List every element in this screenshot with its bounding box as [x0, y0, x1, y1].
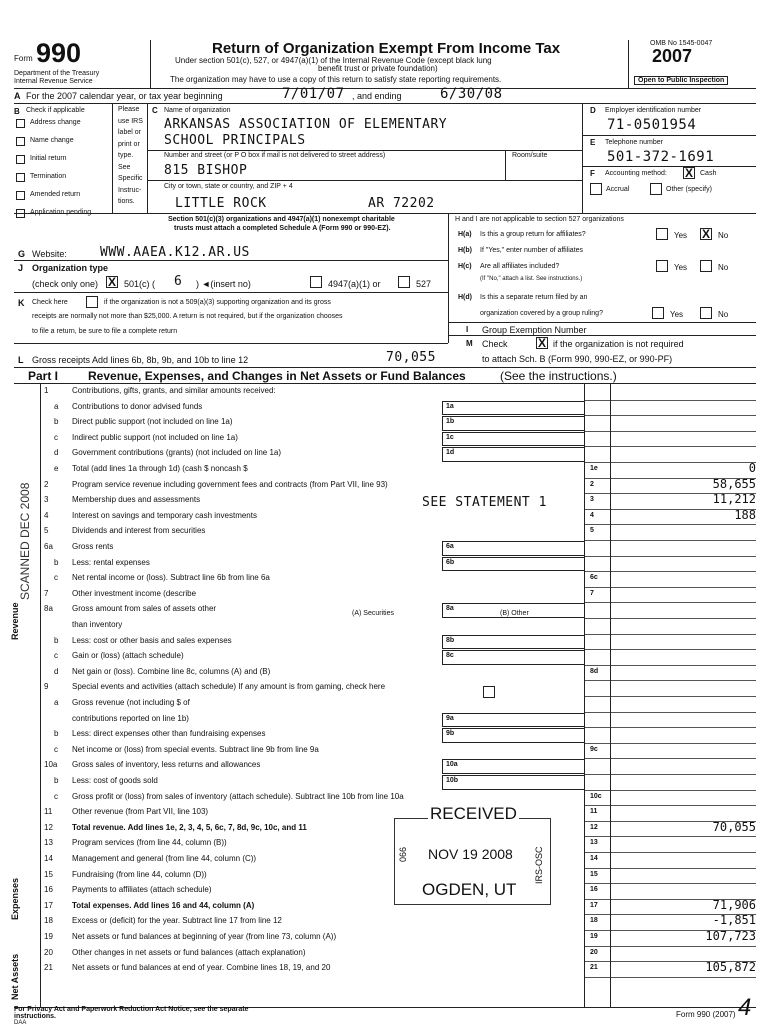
line-number: b	[54, 776, 59, 785]
line-number: 7	[44, 588, 49, 598]
box-d-letter: D	[590, 106, 596, 115]
inner-amount-field[interactable]	[442, 416, 584, 431]
line-text: Gross amount from sales of assets other	[72, 604, 217, 614]
line-text: Total revenue. Add lines 1e, 2, 3, 4, 5, 6c, 7, 8d, 9c, 10c, and 11	[72, 822, 307, 832]
line-number: 1	[44, 386, 49, 395]
inner-amount-field[interactable]	[442, 650, 584, 665]
line-amount: 58,655	[712, 476, 756, 491]
line-text: Excess or (deficit) for the year. Subtract line 17 from line 12	[72, 916, 282, 926]
line-text: Net gain or (loss). Combine line 8c, columns (A) and (B)	[72, 666, 271, 676]
inner-amount-field[interactable]	[442, 401, 584, 416]
line-number: e	[54, 464, 59, 473]
hd-label: H(d)	[458, 294, 472, 301]
line-box-label: 1d	[446, 449, 455, 457]
form-footer: Form 990 (2007)	[676, 1010, 736, 1019]
inner-amount-field[interactable]	[442, 635, 584, 650]
hd-no-label: No	[718, 310, 729, 319]
cash-label: Cash	[700, 170, 717, 177]
irs-label-text: label or	[118, 129, 141, 136]
irs-label-text: tions.	[118, 198, 135, 205]
line-text: Less: cost or other basis and sales expenses	[72, 635, 232, 645]
line-text: Less: cost of goods sold	[72, 776, 158, 785]
4947-checkbox[interactable]	[310, 276, 322, 288]
line-number: c	[54, 432, 58, 442]
line-text: Net assets or fund balances at end of year. Combine lines 18, 19, and 20	[72, 963, 331, 973]
line-box-label: 2	[590, 480, 594, 488]
line-number: d	[54, 666, 59, 676]
line-number: 17	[44, 900, 53, 910]
inner-amount-field[interactable]	[442, 728, 584, 743]
hb-label: H(b)	[458, 247, 472, 254]
line-box-label: 13	[590, 839, 598, 847]
line-text: Gross profit or (loss) from sales of inventory (attach schedule). Subtract line 10b from line 10a	[72, 791, 404, 801]
tax-year-begin: 7/01/07	[282, 86, 345, 102]
4947-label: 4947(a)(1) or	[328, 279, 381, 289]
line-text: Less: direct expenses other than fundraising expenses	[72, 729, 266, 739]
line-box-label: 10b	[446, 777, 459, 784]
line-number: c	[54, 651, 58, 661]
line-text: Contributions, gifts, grants, and similar amounts received:	[72, 386, 276, 395]
stamp-right-code: IRS-OSC	[534, 846, 544, 884]
line-number: a	[54, 401, 59, 411]
line-box-label: 6c	[590, 574, 598, 582]
line-amount: 105,872	[705, 960, 756, 975]
irs-label-text: See	[118, 163, 131, 171]
hd-yes-label: Yes	[670, 310, 684, 319]
527-label: 527	[416, 279, 432, 289]
k-text-3: to file a return, be sure to file a complete return	[32, 328, 178, 335]
gross-receipts-label: Gross receipts Add lines 6b, 8b, 9b, and 10b to line 12	[32, 355, 249, 365]
line-box-label: 10a	[446, 761, 458, 769]
m-check-text: Check	[482, 339, 508, 349]
line-a-mid: , and ending	[352, 91, 402, 101]
k-check-here: Check here	[32, 299, 68, 306]
box-b-letter: B	[14, 107, 20, 116]
line-number: 11	[44, 807, 53, 817]
line-number: 21	[44, 963, 53, 973]
org-name-1: ARKANSAS ASSOCIATION OF ELEMENTARY	[164, 117, 448, 132]
line-text: Total (add lines 1a through 1d) (cash $ noncash $	[72, 464, 248, 473]
box-b-checkbox[interactable]	[16, 173, 25, 182]
side-label-expenses: Expenses	[10, 877, 20, 920]
room-label: Room/suite	[512, 152, 548, 159]
stamp-place: OGDEN, UT	[422, 880, 517, 899]
inner-amount-field[interactable]	[442, 447, 584, 462]
line-number: b	[54, 729, 59, 739]
line-text: Contributions to donor advised funds	[72, 401, 203, 411]
other-method-label: Other (specify)	[666, 186, 712, 193]
phone-value: 501-372-1691	[607, 149, 715, 165]
line-amount: 0	[748, 461, 756, 475]
inner-amount-field[interactable]	[442, 432, 584, 447]
website-value: WWW.AAEA.K12.AR.US	[100, 245, 250, 260]
scanned-stamp: SCANNED DEC 2008	[18, 482, 32, 600]
k-label: K	[18, 298, 25, 308]
line-number: a	[54, 698, 59, 707]
phone-label: Telephone number	[605, 139, 663, 146]
section-note-1: Section 501(c)(3) organizations and 4947(a)(1) nonexempt charitable	[168, 216, 395, 223]
form-number: 990	[36, 38, 82, 68]
line-box-label: 10c	[590, 792, 602, 800]
line-box-label: 20	[590, 948, 598, 956]
city: LITTLE ROCK	[175, 196, 267, 211]
line-text: Government contributions (grants) (not included on line 1a)	[72, 448, 281, 458]
line-number: b	[54, 635, 59, 645]
box-b-item-label: Amended return	[30, 191, 81, 198]
k-text-2: receipts are normally not more than $25,000. A return is not required, but if the organization chooses	[32, 313, 343, 320]
accounting-label: Accounting method:	[605, 170, 667, 177]
omb-number: OMB No 1545-0047	[650, 40, 713, 47]
line-number: 19	[44, 932, 53, 941]
line-number: 4	[44, 510, 49, 520]
line-text: Less: rental expenses	[72, 557, 150, 567]
line-a-text: For the 2007 calendar year, or tax year beginning	[26, 91, 223, 101]
line-box-label: 6b	[446, 558, 455, 566]
line-amount: 107,723	[705, 929, 756, 943]
line-text: Net assets or fund balances at beginning of year (from line 73, column (A))	[72, 932, 337, 941]
l-label: L	[18, 355, 24, 365]
form-subtitle-1: Under section 501(c), 527, or 4947(a)(1) of the Internal Revenue Code (except black lung	[175, 56, 492, 65]
line-number: 16	[44, 885, 53, 895]
line-box-label: 16	[590, 886, 598, 894]
line-number: 20	[44, 947, 53, 957]
tax-year: 2007	[652, 46, 693, 66]
form-word: Form	[14, 54, 33, 63]
line-text: contributions reported on line 1b)	[72, 713, 189, 723]
m-text-2: if the organization is not required	[553, 339, 684, 349]
line-number: c	[54, 573, 58, 583]
side-label-net-assets: Net Assets	[10, 953, 20, 1000]
501c-label: 501(c) (	[124, 279, 156, 289]
line-text: than inventory	[72, 620, 123, 629]
line-box-label: 1c	[446, 433, 454, 441]
line-number: 18	[44, 916, 53, 926]
part1-title: Revenue, Expenses, and Changes in Net Assets or Fund Balances	[88, 369, 466, 383]
line-text: Interest on savings and temporary cash investments	[72, 510, 257, 520]
j-label: J	[18, 263, 24, 273]
line-text: Other changes in net assets or fund balances (attach explanation)	[72, 947, 306, 957]
irs-label: Internal Revenue Service	[14, 78, 93, 85]
irs-label-text: use IRS	[118, 117, 143, 125]
dept-treasury: Department of the Treasury	[14, 70, 100, 77]
org-name-label: Name of organization	[164, 107, 231, 114]
line-box-label: 8a	[446, 605, 454, 613]
other-method-checkbox[interactable]	[650, 183, 662, 195]
hc-yes-label: Yes	[674, 263, 688, 272]
line-number: 2	[44, 479, 49, 489]
line-text: Direct public support (not included on line 1a)	[72, 417, 233, 427]
form-title: Return of Organization Exempt From Income Tax	[212, 40, 561, 57]
line-text: Indirect public support (not included on line 1a)	[72, 432, 238, 442]
box-b-item-label: Termination	[30, 173, 67, 180]
form-subtitle-2: benefit trust or private foundation)	[318, 64, 438, 73]
box-b-item-label: Name change	[30, 137, 74, 144]
line-number: 10a	[44, 760, 58, 770]
k-text-1: if the organization is not a 509(a)(3) supporting organization and its gross	[104, 299, 331, 306]
box-b-label: Check if applicable	[26, 107, 85, 114]
irs-label-text: Please	[118, 106, 140, 113]
line-box-label: 11	[590, 808, 598, 816]
accrual-label: Accrual	[606, 186, 630, 193]
line-amount: 71,906	[712, 897, 756, 912]
line-amount: 188	[734, 507, 756, 522]
ein-label: Employer identification number	[605, 107, 702, 114]
org-name-2: SCHOOL PRINCIPALS	[164, 133, 306, 148]
page-mark: 4	[738, 994, 752, 1021]
org-type-label: Organization type	[32, 263, 109, 273]
ha-label: H(a)	[458, 231, 472, 238]
website-label: Website:	[32, 249, 67, 259]
col-b-other: (B) Other	[500, 610, 529, 617]
line-number: b	[54, 417, 59, 427]
line-text: Other investment income (describe	[72, 588, 197, 598]
m-checkbox[interactable]: X	[537, 336, 546, 350]
form-subtitle-3: The organization may have to use a copy of this return to satisfy state reporting requirements.	[170, 75, 502, 84]
stamp-date: NOV 19 2008	[428, 846, 513, 862]
k-checkbox[interactable]	[86, 296, 98, 308]
daa-label: DAA	[14, 1020, 27, 1026]
hc-note: (If "No," attach a list. See instructions.)	[480, 276, 583, 282]
line-number: 9	[44, 682, 49, 692]
section-note-2: trusts must attach a completed Schedule A (Form 990 or 990-EZ).	[174, 225, 391, 232]
box-b-checkbox[interactable]	[16, 191, 25, 200]
see-statement: SEE STATEMENT 1	[422, 495, 547, 510]
line-box-label: 18	[590, 917, 598, 925]
irs-label-text: Specific	[118, 175, 143, 182]
line-text: Management and general (from line 44, column (C))	[72, 854, 257, 863]
line-text: Net income or (loss) from special events. Subtract line 9b from line 9a	[72, 744, 319, 754]
line-box-label: 9c	[590, 745, 598, 753]
line-text: Gross rents	[72, 542, 114, 551]
line-text: Gain or (loss) (attach schedule)	[72, 651, 184, 661]
line-text: Other revenue (from Part VII, line 103)	[72, 807, 209, 817]
ha-yes-checkbox[interactable]	[656, 228, 668, 240]
hc-yes-checkbox[interactable]	[656, 260, 668, 272]
privacy-instructions: instructions.	[14, 1013, 57, 1020]
city-label: City or town, state or country, and ZIP + 4	[164, 183, 293, 190]
check-only-one: (check only one)	[32, 279, 99, 289]
line-number: d	[54, 448, 59, 458]
line-box-label: 8b	[446, 636, 455, 644]
line-amount: 11,212	[712, 492, 756, 507]
line-text: Program service revenue including government fees and contracts (from Part VII, line 93)	[72, 479, 388, 489]
cash-checkbox[interactable]: X	[684, 166, 693, 180]
stamp-received: RECEIVED	[430, 804, 517, 823]
stamp-left-code: 066	[398, 846, 408, 862]
box-b-checkbox[interactable]	[16, 155, 25, 164]
line-number: 5	[44, 526, 49, 536]
inner-amount-field[interactable]	[442, 541, 584, 556]
line-amount: 70,055	[712, 819, 756, 834]
line-text: Fundraising (from line 44, column (D))	[72, 869, 207, 879]
line-box-label: 4	[590, 511, 594, 519]
part1-instructions: (See the instructions.)	[500, 369, 617, 383]
box-c-letter: C	[152, 106, 158, 115]
tax-year-end: 6/30/08	[440, 86, 503, 102]
line-text: Special events and activities (attach schedule) If any amount is from gaming, check here	[72, 682, 386, 692]
line-text: Program services (from line 44, column (B))	[72, 838, 227, 848]
open-inspection: Open to Public Inspection	[634, 76, 728, 85]
hd-text-1: Is this a separate return filed by an	[480, 294, 588, 301]
hd-no-checkbox[interactable]	[700, 307, 712, 319]
line-box-label: 12	[590, 823, 598, 831]
ein-value: 71-0501954	[607, 117, 697, 133]
inner-amount-field[interactable]	[442, 557, 584, 572]
line-text: Payments to affiliates (attach schedule)	[72, 885, 212, 895]
line-text: Gross revenue (not including $ of	[72, 698, 190, 707]
inner-amount-field[interactable]	[442, 775, 584, 790]
hc-no-checkbox[interactable]	[700, 260, 712, 272]
accrual-checkbox[interactable]	[590, 183, 602, 195]
irs-label-text: print or	[118, 140, 140, 148]
line-number: 13	[44, 838, 53, 848]
line-box-label: 14	[590, 855, 598, 862]
irs-label-text: type.	[118, 152, 134, 159]
line-number: 3	[44, 495, 49, 505]
501c-checkbox[interactable]: X	[107, 275, 116, 289]
line-number: c	[54, 791, 58, 801]
privacy-notice: For Privacy Act and Paperwork Reduction Act Notice, see the separate	[14, 1006, 249, 1013]
line-box-label: 8d	[590, 667, 599, 675]
gross-receipts-value: 70,055	[386, 350, 436, 365]
state-zip: AR 72202	[368, 196, 435, 211]
hb-text: If "Yes," enter number of affiliates	[480, 247, 584, 254]
street-address: 815 BISHOP	[164, 163, 248, 178]
insert-no-label: ) ◄(insert no)	[196, 279, 251, 289]
box-b-checkbox[interactable]	[16, 137, 25, 146]
line-box-label: 9a	[446, 714, 454, 722]
box-b-checkbox[interactable]	[16, 119, 25, 128]
line-box-label: 3	[590, 496, 594, 504]
line-number: 15	[44, 869, 53, 879]
street-label: Number and street (or P O box if mail is not delivered to street address)	[164, 152, 386, 159]
line-number: 12	[44, 822, 53, 832]
line-box-label: 19	[590, 933, 598, 940]
box-b-item-label: Initial return	[30, 155, 67, 162]
line-box-label: 6a	[446, 543, 454, 550]
hd-text-2: organization covered by a group ruling?	[480, 310, 603, 317]
line-number: c	[54, 744, 58, 754]
line-text: Dividends and interest from securities	[72, 526, 206, 536]
part1-label: Part I	[28, 369, 59, 383]
527-checkbox[interactable]	[398, 276, 410, 288]
line-box-label: 7	[590, 589, 594, 597]
line-text: Membership dues and assessments	[72, 495, 201, 505]
line-box-label: 21	[590, 964, 598, 972]
g-label: G	[18, 249, 26, 259]
line-amount: -1,851	[712, 913, 756, 928]
line-box-label: 15	[590, 870, 598, 878]
side-label-revenue: Revenue	[10, 602, 20, 640]
line-text: Net rental income or (loss). Subtract line 6b from line 6a	[72, 573, 270, 583]
box-e-letter: E	[590, 138, 596, 147]
gaming-checkbox[interactable]	[483, 686, 495, 698]
m-label: M	[466, 339, 473, 348]
ha-yes-label: Yes	[674, 231, 688, 240]
i-label: I	[466, 325, 469, 334]
box-b-item-label: Address change	[30, 119, 81, 126]
box-f-letter: F	[590, 169, 595, 178]
line-box-label: 1b	[446, 418, 455, 426]
line-text: Total expenses. Add lines 16 and 44, column (A)	[72, 900, 255, 910]
group-exemption: Group Exemption Number	[482, 325, 587, 335]
inner-amount-field[interactable]	[442, 713, 584, 728]
ha-no-label: No	[718, 231, 729, 240]
line-number: 6a	[44, 542, 53, 551]
ha-text: Is this a group return for affiliates?	[480, 231, 586, 238]
irs-label-text: Instruc-	[118, 186, 142, 194]
line-box-label: 5	[590, 527, 594, 535]
line-box-label: 1a	[446, 402, 454, 410]
line-box-label: 9b	[446, 730, 455, 738]
line-number: 8a	[44, 604, 53, 614]
line-text: Gross sales of inventory, less returns and allowances	[72, 760, 261, 770]
h-i-note: H and I are not applicable to section 527 organizations	[455, 216, 624, 223]
line-a-label: A	[14, 91, 21, 101]
ha-no-checkbox[interactable]: X	[701, 227, 710, 241]
hc-no-label: No	[718, 263, 729, 272]
line-number: b	[54, 557, 59, 567]
line-box-label: 8c	[446, 652, 454, 660]
m-text-3: to attach Sch. B (Form 990, 990-EZ, or 990-PF)	[482, 354, 673, 364]
line-box-label: 1e	[590, 465, 598, 472]
line-number: 14	[44, 854, 53, 863]
501c-number: 6	[174, 274, 183, 289]
line-box-label: 17	[590, 901, 598, 909]
hc-label: H(c)	[458, 263, 472, 270]
hd-yes-checkbox[interactable]	[652, 307, 664, 319]
col-a-securities: (A) Securities	[352, 610, 395, 617]
inner-amount-field[interactable]	[442, 759, 584, 774]
hc-text: Are all affiliates included?	[480, 263, 560, 270]
